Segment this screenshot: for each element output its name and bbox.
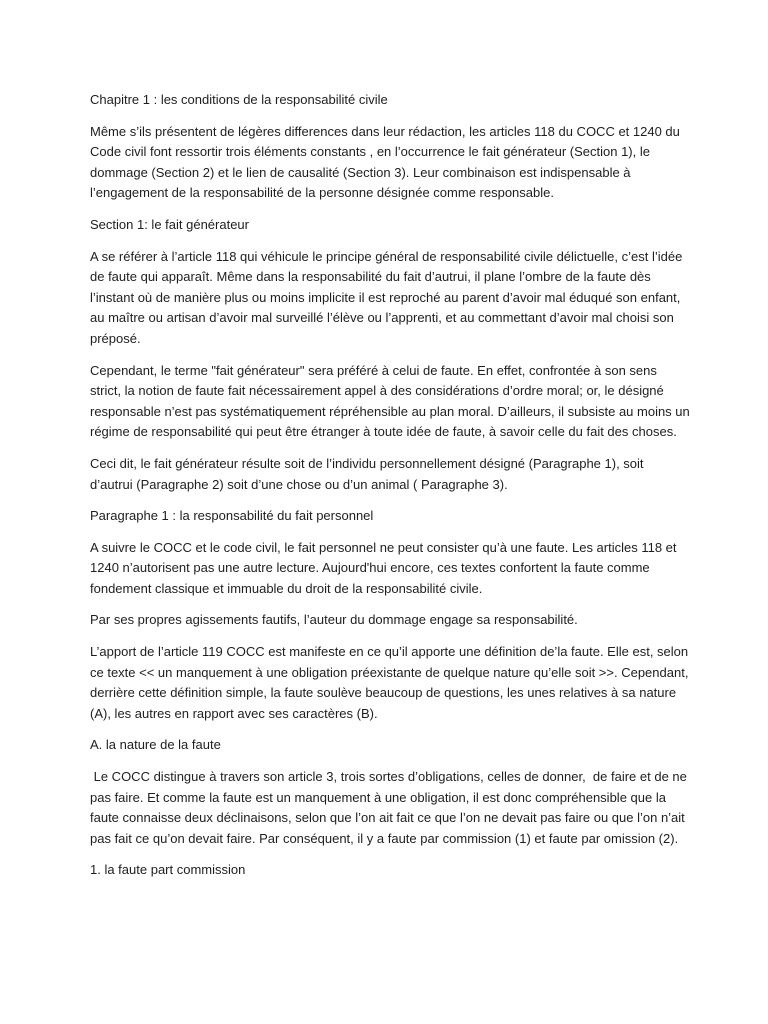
text-line: pas fait ce qu’on devait faire. Par conséquent, il y a faute par commission (1) et faute par omission (2). — [90, 830, 679, 846]
text-line: strict, la notion de faute fait nécessairement appel à des considérations d’ordre moral; or, le désigné — [90, 383, 664, 399]
text-line: de faute qui apparaît. Même dans la responsabilité du fait d’autrui, il plane l’ombre de la faute dès — [90, 269, 651, 285]
text-line: préposé. — [90, 330, 141, 346]
text-line: dommage (Section 2) et le lien de causalité (Section 3). Leur combinaison est indispensable à — [90, 164, 631, 180]
text-line: d’autrui (Paragraphe 2) soit d’une chose ou d’un animal ( Paragraphe 3). — [90, 476, 508, 492]
subsection-1-title: 1. la faute part commission — [90, 862, 246, 878]
text-line: au maître ou artisan d’avoir mal surveillé l’élève ou l’apprenti, et au commettant d’avoir mal choisi son — [90, 310, 674, 326]
text-line: ce texte << un manquement à une obligation préexistante de quelque nature qu’elle soit >>. Cependant, — [90, 664, 689, 680]
section-1-heading — [90, 215, 690, 236]
text-line: Ceci dit, le fait générateur résulte soit de l’individu personnellement désigné (Paragraphe 1), soit — [90, 455, 644, 471]
agissements-paragraph — [90, 610, 690, 631]
apport-paragraph — [90, 642, 690, 724]
text-line: Le COCC distingue à travers son article 3, trois sortes d’obligations, celles de donner, de faire et de ne — [90, 769, 687, 785]
text-line: L’apport de l’article 119 COCC est manifeste en ce qu’il apporte une définition de’la faute. Elle est, selon — [90, 644, 689, 660]
text-line: Même s’ils présentent de légères differences dans leur rédaction, les articles 118 du COCC et 1240 du — [90, 123, 680, 139]
paragraphe-1-heading — [90, 506, 690, 527]
text-line: (A), les autres en rapport avec ses caractères (B). — [90, 705, 378, 721]
text-line: A se référer à l’article 118 qui véhicule le principe général de responsabilité civile délictuelle, c’est l’idée — [90, 248, 683, 264]
text-line: l’engagement de la responsabilité de la personne désignée comme responsable. — [90, 185, 554, 201]
intro-paragraph — [90, 122, 690, 204]
subsection-1-heading — [90, 860, 690, 881]
text-line: régime de responsabilité qui peut être étranger à toute idée de faute, à savoir celle du fait des choses. — [90, 424, 677, 440]
text-line: faute connaisse deux déclinaisons, selon que l’on ait fait ce que l’on ne devait pas faire ou que l’on n’ait — [90, 810, 685, 826]
text-line: pas faire. Et comme la faute est un manquement à une obligation, il est donc compréhensible que la — [90, 789, 666, 805]
chapter-title-text: Chapitre 1 : les conditions de la responsabilité civile — [90, 92, 388, 107]
text-line: A suivre le COCC et le code civil, le fait personnel ne peut consister qu’à une faute. Les articles 118 et — [90, 539, 677, 555]
cependant-paragraph — [90, 361, 690, 443]
text-line: Code civil font ressortir trois éléments constants , en l’occurrence le fait générateur (Section 1), le — [90, 144, 650, 160]
text-line: derrière cette définition simple, la faute soulève beaucoup de questions, les unes relatives à sa nature — [90, 685, 677, 701]
text-line: Cependant, le terme "fait générateur" sera préféré à celui de faute. En effet, confrontée à son sens — [90, 362, 657, 378]
text-line: fondement classique et immuable du droit de la responsabilité civile. — [90, 580, 483, 596]
distingue-paragraph — [90, 767, 690, 849]
section-1-title: Section 1: le fait générateur — [90, 216, 249, 232]
suivre-paragraph — [90, 538, 690, 600]
text-line: 1240 n’autorisent pas une autre lecture. Aujourd'hui encore, ces textes confortent la faute comme — [90, 560, 650, 576]
subsection-a-heading — [90, 735, 690, 756]
text-line: responsable n’est pas systématiquement répréhensible au plan moral. D’ailleurs, il subsiste au moins un — [90, 403, 690, 419]
ceci-dit-paragraph — [90, 454, 690, 495]
paragraphe-1-title: Paragraphe 1 : la responsabilité du fait personnel — [90, 508, 374, 524]
document-body — [90, 90, 690, 892]
text-line: Par ses propres agissements fautifs, l’auteur du dommage engage sa responsabilité. — [90, 612, 578, 628]
text-line: l’instant où de manière plus ou moins implicite il est reproché au parent d’avoir mal éduqué son enfant, — [90, 289, 681, 305]
subsection-a-title: A. la nature de la faute — [90, 737, 221, 753]
chapter-title — [90, 90, 690, 111]
faute-paragraph — [90, 247, 690, 350]
